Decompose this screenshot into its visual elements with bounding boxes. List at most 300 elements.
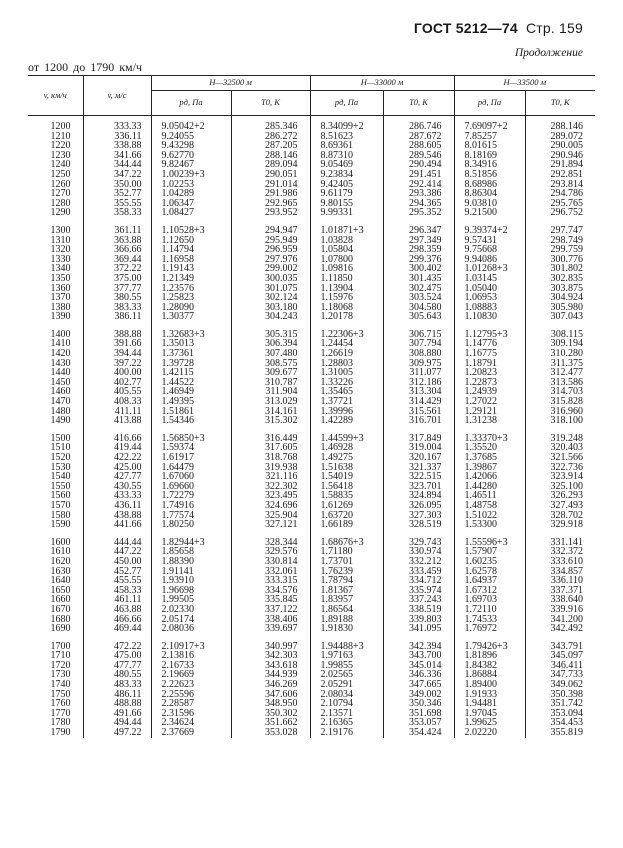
cell-pd-32500: 1.19143 [151, 264, 231, 274]
cell-pd-32500: 1.88390 [151, 557, 231, 567]
cell-speed-ms: 350.00 [83, 180, 151, 190]
cell-pd-33000: 1.63720 [310, 511, 383, 521]
cell-pd-33000: 1.89188 [310, 615, 383, 625]
cell-t0-32500: 350.302 [231, 709, 310, 719]
cell-pd-33500: 9.21500 [454, 208, 525, 218]
cell-pd-33000: 9.61179 [310, 189, 383, 199]
cell-speed-kmh: 1260 [50, 178, 71, 190]
cell-speed-kmh: 1320 [50, 244, 71, 256]
cell-speed-kmh: 1570 [50, 499, 71, 511]
cell-t0-33500: 309.194 [525, 339, 595, 349]
cell-pd-33000: 2.08034 [310, 690, 383, 700]
cell-pd-33500: 1.20823 [454, 368, 525, 378]
cell-speed-kmh: 1690 [50, 623, 71, 635]
cell-t0-32500: 291.014 [231, 180, 310, 190]
cell-t0-33500: 334.857 [525, 567, 595, 577]
cell-pd-33500: 8.01615 [454, 141, 525, 151]
cell-speed-ms: 388.88 [83, 330, 151, 340]
col-header-pd: pд, Па [151, 91, 231, 116]
cell-t0-32500: 333.315 [231, 576, 310, 586]
cell-speed-ms: 450.00 [83, 557, 151, 567]
cell-t0-32500: 302.124 [231, 293, 310, 303]
cell-pd-33500: 1.22873 [454, 378, 525, 388]
cell-speed-ms: 416.66 [83, 434, 151, 444]
cell-t0-32500: 327.121 [231, 520, 310, 530]
cell-speed-ms: 444.44 [83, 538, 151, 548]
cell-pd-33000: 1.97163 [310, 651, 383, 661]
cell-pd-32500: 1.46949 [151, 387, 231, 397]
cell-t0-33000: 350.346 [383, 699, 454, 709]
cell-pd-32500: 1.25823 [151, 293, 231, 303]
cell-t0-32500: 308.575 [231, 359, 310, 369]
cell-t0-33500: 298.749 [525, 236, 595, 246]
cell-speed-kmh: 1420 [50, 348, 71, 360]
cell-t0-32500: 319.938 [231, 463, 310, 473]
cell-pd-33000: 1.94488+3 [310, 642, 383, 652]
cell-t0-33500: 337.371 [525, 586, 595, 596]
cell-pd-33000: 1.13904 [310, 284, 383, 294]
col-header-t0: T0, К [383, 91, 454, 116]
cell-speed-ms: 483.33 [83, 680, 151, 690]
cell-pd-32500: 1.51861 [151, 407, 231, 417]
cell-speed-ms: 425.00 [83, 463, 151, 473]
cell-t0-33000: 297.349 [383, 236, 454, 246]
cell-pd-32500: 1.72279 [151, 491, 231, 501]
cell-t0-32500: 311.904 [231, 387, 310, 397]
cell-t0-32500: 288.146 [231, 151, 310, 161]
cell-t0-33500: 326.293 [525, 491, 595, 501]
cell-pd-33500: 9.03810 [454, 199, 525, 209]
cell-t0-33000: 349.002 [383, 690, 454, 700]
cell-pd-32500: 1.21349 [151, 274, 231, 284]
cell-pd-33000: 1.07800 [310, 255, 383, 265]
cell-t0-33000: 335.974 [383, 586, 454, 596]
table-row [28, 728, 595, 738]
cell-t0-32500: 303.180 [231, 303, 310, 313]
group-spacer [28, 218, 595, 226]
page-number: Стр. 159 [525, 20, 583, 36]
cell-speed-kmh: 1550 [50, 480, 71, 492]
cell-t0-33500: 290.946 [525, 151, 595, 161]
table-row [28, 312, 595, 322]
cell-pd-33000: 1.37721 [310, 397, 383, 407]
col-header-altitude-33000: H—33000 м [310, 76, 454, 91]
cell-speed-ms: 452.77 [83, 567, 151, 577]
cell-pd-33500: 8.51856 [454, 170, 525, 180]
cell-speed-kmh: 1760 [50, 698, 71, 710]
cell-pd-33000: 1.35465 [310, 387, 383, 397]
col-header-altitude-33500: H—33500 м [454, 76, 595, 91]
cell-pd-33000: 8.87310 [310, 151, 383, 161]
cell-t0-32500: 351.662 [231, 718, 310, 728]
cell-t0-32500: 306.394 [231, 339, 310, 349]
cell-speed-ms: 355.55 [83, 199, 151, 209]
cell-pd-32500: 2.28587 [151, 699, 231, 709]
cell-t0-33500: 332.372 [525, 547, 595, 557]
cell-pd-33500: 1.86884 [454, 670, 525, 680]
cell-t0-32500: 318.768 [231, 453, 310, 463]
cell-speed-ms: 347.22 [83, 170, 151, 180]
cell-t0-33500: 343.791 [525, 642, 595, 652]
cell-t0-33000: 341.095 [383, 624, 454, 634]
cell-speed-kmh: 1200 [50, 121, 71, 132]
cell-t0-32500: 297.976 [231, 255, 310, 265]
cell-speed-ms: 436.11 [83, 501, 151, 511]
cell-pd-33000: 1.09816 [310, 264, 383, 274]
cell-t0-33000: 323.701 [383, 482, 454, 492]
cell-pd-33500: 1.72110 [454, 605, 525, 615]
cell-pd-32500: 1.32683+3 [151, 330, 231, 340]
cell-pd-33500: 1.12795+3 [454, 330, 525, 340]
cell-t0-33000: 343.700 [383, 651, 454, 661]
cell-pd-33000: 8.34099+2 [310, 116, 383, 132]
cell-pd-32500: 2.37669 [151, 728, 231, 738]
cell-pd-33500: 1.29121 [454, 407, 525, 417]
cell-speed-kmh: 1480 [50, 405, 71, 417]
cell-pd-33000: 8.69361 [310, 141, 383, 151]
cell-speed-ms: 375.00 [83, 274, 151, 284]
cell-t0-33500: 327.493 [525, 501, 595, 511]
cell-t0-33000: 290.494 [383, 160, 454, 170]
cell-t0-33000: 296.347 [383, 226, 454, 236]
cell-pd-33000: 1.58835 [310, 491, 383, 501]
cell-t0-33500: 315.828 [525, 397, 595, 407]
cell-pd-32500: 1.99505 [151, 595, 231, 605]
cell-t0-33500: 341.200 [525, 615, 595, 625]
cell-speed-kmh: 1530 [50, 461, 71, 473]
cell-pd-32500: 9.24055 [151, 132, 231, 142]
cell-t0-32500: 342.303 [231, 651, 310, 661]
cell-t0-32500: 329.576 [231, 547, 310, 557]
cell-speed-kmh: 1750 [50, 688, 71, 700]
cell-t0-32500: 348.950 [231, 699, 310, 709]
cell-t0-32500: 344.939 [231, 670, 310, 680]
cell-pd-33000: 1.99855 [310, 661, 383, 671]
cell-pd-32500: 1.61917 [151, 453, 231, 463]
cell-pd-33500: 2.02220 [454, 728, 525, 738]
cell-t0-33500: 350.398 [525, 690, 595, 700]
cell-speed-kmh: 1410 [50, 338, 71, 350]
cell-pd-32500: 1.23576 [151, 284, 231, 294]
cell-speed-ms: 352.77 [83, 189, 151, 199]
cell-pd-33000: 9.05469 [310, 160, 383, 170]
cell-speed-kmh: 1230 [50, 149, 71, 161]
cell-t0-32500: 301.075 [231, 284, 310, 294]
cell-pd-32500: 1.64479 [151, 463, 231, 473]
cell-pd-32500: 2.16733 [151, 661, 231, 671]
cell-t0-33500: 353.094 [525, 709, 595, 719]
cell-pd-32500: 1.77574 [151, 511, 231, 521]
cell-t0-33500: 302.835 [525, 274, 595, 284]
cell-t0-32500: 315.302 [231, 416, 310, 426]
cell-pd-32500: 1.12650 [151, 236, 231, 246]
cell-t0-33000: 354.424 [383, 728, 454, 738]
cell-pd-33000: 1.76239 [310, 567, 383, 577]
cell-pd-33000: 1.05804 [310, 245, 383, 255]
cell-t0-33500: 333.610 [525, 557, 595, 567]
cell-t0-32500: 289.094 [231, 160, 310, 170]
col-header-t0: T0, К [231, 91, 310, 116]
table-row [28, 624, 595, 634]
cell-pd-32500: 1.93910 [151, 576, 231, 586]
cell-speed-ms: 369.44 [83, 255, 151, 265]
cell-pd-33000: 1.73701 [310, 557, 383, 567]
cell-t0-33500: 292.851 [525, 170, 595, 180]
cell-t0-33500: 347.733 [525, 670, 595, 680]
cell-pd-33000: 1.42289 [310, 416, 383, 426]
cell-speed-ms: 380.55 [83, 293, 151, 303]
cell-speed-ms: 402.77 [83, 378, 151, 388]
cell-speed-kmh: 1430 [50, 357, 71, 369]
cell-pd-32500: 2.31596 [151, 709, 231, 719]
cell-t0-32500: 335.845 [231, 595, 310, 605]
cell-pd-33500: 1.55596+3 [454, 538, 525, 548]
cell-t0-33000: 302.475 [383, 284, 454, 294]
cell-t0-33000: 351.698 [383, 709, 454, 719]
cell-speed-ms: 336.11 [83, 132, 151, 142]
cell-pd-33500: 1.16775 [454, 349, 525, 359]
cell-t0-33000: 308.880 [383, 349, 454, 359]
cell-t0-33000: 347.665 [383, 680, 454, 690]
cell-speed-kmh: 1500 [50, 432, 71, 444]
cell-speed-kmh: 1330 [50, 253, 71, 265]
cell-speed-kmh: 1680 [50, 613, 71, 625]
cell-pd-33000: 9.23834 [310, 170, 383, 180]
cell-pd-33500: 1.84382 [454, 661, 525, 671]
cell-pd-33500: 1.57907 [454, 547, 525, 557]
cell-pd-32500: 9.43298 [151, 141, 231, 151]
cell-pd-33000: 2.16365 [310, 718, 383, 728]
cell-t0-33000: 317.849 [383, 434, 454, 444]
cell-t0-33500: 295.765 [525, 199, 595, 209]
cell-t0-33500: 307.043 [525, 312, 595, 322]
cell-pd-32500: 9.82467 [151, 160, 231, 170]
cell-speed-ms: 427.77 [83, 472, 151, 482]
cell-speed-kmh: 1380 [50, 301, 71, 313]
cell-speed-kmh: 1400 [50, 328, 71, 340]
cell-speed-kmh: 1220 [50, 140, 71, 152]
col-header-altitude-32500: H—32500 м [151, 76, 310, 91]
cell-pd-33000: 1.54019 [310, 472, 383, 482]
cell-speed-kmh: 1650 [50, 584, 71, 596]
cell-pd-33500: 1.14776 [454, 339, 525, 349]
cell-t0-33500: 296.752 [525, 208, 595, 218]
cell-t0-33500: 310.280 [525, 349, 595, 359]
cell-pd-33500: 1.79426+3 [454, 642, 525, 652]
cell-pd-33000: 1.26619 [310, 349, 383, 359]
cell-pd-33000: 1.20178 [310, 312, 383, 322]
cell-t0-33500: 289.072 [525, 132, 595, 142]
cell-pd-33000: 1.49275 [310, 453, 383, 463]
cell-t0-33500: 339.916 [525, 605, 595, 615]
cell-t0-33000: 326.095 [383, 501, 454, 511]
cell-speed-ms: 486.11 [83, 690, 151, 700]
cell-pd-32500: 1.35013 [151, 339, 231, 349]
table-row [28, 116, 595, 132]
cell-pd-33500: 8.68986 [454, 180, 525, 190]
cell-pd-33500: 1.27022 [454, 397, 525, 407]
cell-pd-32500: 1.56850+3 [151, 434, 231, 444]
cell-pd-32500: 1.96698 [151, 586, 231, 596]
cell-speed-ms: 397.22 [83, 359, 151, 369]
table-row [28, 397, 595, 407]
cell-t0-32500: 353.028 [231, 728, 310, 738]
cell-t0-33500: 299.759 [525, 245, 595, 255]
range-from-label: от [28, 60, 40, 74]
cell-t0-33000: 311.077 [383, 368, 454, 378]
cell-pd-33500: 9.39374+2 [454, 226, 525, 236]
table-row [28, 491, 595, 501]
cell-pd-33000: 2.13571 [310, 709, 383, 719]
cell-speed-ms: 391.66 [83, 339, 151, 349]
cell-t0-33000: 313.304 [383, 387, 454, 397]
cell-pd-33500: 1.60235 [454, 557, 525, 567]
table-row [28, 208, 595, 218]
cell-t0-33000: 321.337 [383, 463, 454, 473]
cell-pd-33500: 1.81896 [454, 651, 525, 661]
cell-speed-kmh: 1660 [50, 594, 71, 606]
cell-t0-32500: 337.122 [231, 605, 310, 615]
cell-pd-33500: 9.57431 [454, 236, 525, 246]
cell-t0-33500: 329.918 [525, 520, 595, 530]
cell-pd-33500: 1.94481 [454, 699, 525, 709]
cell-pd-33500: 1.35520 [454, 443, 525, 453]
cell-speed-kmh: 1640 [50, 575, 71, 587]
cell-t0-32500: 317.605 [231, 443, 310, 453]
cell-t0-32500: 295.949 [231, 236, 310, 246]
cell-t0-32500: 323.495 [231, 491, 310, 501]
cell-t0-33500: 293.814 [525, 180, 595, 190]
cell-t0-33000: 339.803 [383, 615, 454, 625]
cell-t0-33000: 332.212 [383, 557, 454, 567]
cell-pd-32500: 1.82944+3 [151, 538, 231, 548]
cell-pd-33000: 1.22306+3 [310, 330, 383, 340]
cell-speed-ms: 386.11 [83, 312, 151, 322]
cell-t0-33500: 312.477 [525, 368, 595, 378]
cell-pd-33500: 1.05040 [454, 284, 525, 294]
cell-t0-33000: 305.643 [383, 312, 454, 322]
cell-pd-33000: 1.83957 [310, 595, 383, 605]
cell-t0-33000: 330.974 [383, 547, 454, 557]
cell-speed-ms: 341.66 [83, 151, 151, 161]
table-body [28, 116, 595, 738]
cell-speed-kmh: 1580 [50, 509, 71, 521]
cell-speed-kmh: 1470 [50, 396, 71, 408]
cell-pd-33500: 8.34916 [454, 160, 525, 170]
cell-t0-33500: 338.640 [525, 595, 595, 605]
cell-t0-33500: 304.924 [525, 293, 595, 303]
cell-pd-32500: 2.34624 [151, 718, 231, 728]
cell-speed-ms: 441.66 [83, 520, 151, 530]
cell-speed-kmh: 1720 [50, 659, 71, 671]
cell-t0-33000: 294.365 [383, 199, 454, 209]
cell-speed-kmh: 1240 [50, 159, 71, 171]
cell-speed-ms: 458.33 [83, 586, 151, 596]
cell-pd-33000: 1.66189 [310, 520, 383, 530]
cell-pd-33500: 7.85257 [454, 132, 525, 142]
range-to-value: 1790 [90, 60, 115, 74]
cell-speed-kmh: 1290 [50, 207, 71, 219]
cell-speed-kmh: 1350 [50, 272, 71, 284]
cell-pd-33000: 1.15976 [310, 293, 383, 303]
cell-speed-ms: 475.00 [83, 651, 151, 661]
cell-t0-33000: 327.303 [383, 511, 454, 521]
cell-speed-ms: 480.55 [83, 670, 151, 680]
cell-pd-33000: 1.28803 [310, 359, 383, 369]
cell-t0-32500: 287.205 [231, 141, 310, 151]
cell-speed-kmh: 1210 [50, 130, 71, 142]
cell-t0-33000: 300.402 [383, 264, 454, 274]
cell-pd-33500: 1.89400 [454, 680, 525, 690]
cell-pd-33500: 1.53300 [454, 520, 525, 530]
cell-t0-33000: 298.359 [383, 245, 454, 255]
cell-speed-kmh: 1250 [50, 168, 71, 180]
cell-pd-32500: 2.13816 [151, 651, 231, 661]
cell-speed-ms: 466.66 [83, 615, 151, 625]
cell-t0-33500: 354.453 [525, 718, 595, 728]
cell-t0-32500: 296.959 [231, 245, 310, 255]
cell-pd-33500: 1.18791 [454, 359, 525, 369]
cell-pd-33000: 2.05291 [310, 680, 383, 690]
col-header-t0: T0, К [525, 91, 595, 116]
cell-t0-32500: 292.965 [231, 199, 310, 209]
cell-t0-33000: 345.014 [383, 661, 454, 671]
cell-pd-33000: 9.99331 [310, 208, 383, 218]
cell-t0-33000: 307.794 [383, 339, 454, 349]
cell-speed-ms: 422.22 [83, 453, 151, 463]
cell-speed-ms: 430.55 [83, 482, 151, 492]
cell-pd-32500: 1.08427 [151, 208, 231, 218]
cell-pd-32500: 1.74916 [151, 501, 231, 511]
cell-pd-32500: 2.25596 [151, 690, 231, 700]
cell-t0-33500: 320.403 [525, 443, 595, 453]
cell-speed-kmh: 1700 [50, 640, 71, 652]
cell-t0-33000: 295.352 [383, 208, 454, 218]
cell-speed-kmh: 1600 [50, 536, 71, 548]
cell-pd-33500: 9.75668 [454, 245, 525, 255]
cell-t0-33000: 315.561 [383, 407, 454, 417]
cell-pd-33000: 1.51638 [310, 463, 383, 473]
cell-t0-33500: 345.097 [525, 651, 595, 661]
cell-pd-32500: 1.44522 [151, 378, 231, 388]
cell-speed-kmh: 1540 [50, 471, 71, 483]
cell-t0-33000: 286.746 [383, 116, 454, 132]
cell-pd-33500: 1.42066 [454, 472, 525, 482]
cell-pd-33500: 1.24939 [454, 387, 525, 397]
cell-speed-kmh: 1460 [50, 386, 71, 398]
cell-pd-32500: 1.59374 [151, 443, 231, 453]
cell-speed-ms: 472.22 [83, 642, 151, 652]
cell-pd-33000: 1.68676+3 [310, 538, 383, 548]
cell-t0-32500: 291.986 [231, 189, 310, 199]
cell-speed-ms: 405.55 [83, 387, 151, 397]
cell-t0-33000: 301.435 [383, 274, 454, 284]
cell-t0-33500: 322.736 [525, 463, 595, 473]
cell-speed-ms: 455.55 [83, 576, 151, 586]
cell-t0-32500: 338.406 [231, 615, 310, 625]
cell-t0-33500: 342.492 [525, 624, 595, 634]
cell-pd-32500: 1.49395 [151, 397, 231, 407]
cell-t0-33000: 287.672 [383, 132, 454, 142]
cell-speed-ms: 411.11 [83, 407, 151, 417]
cell-t0-33000: 306.715 [383, 330, 454, 340]
cell-speed-ms: 461.11 [83, 595, 151, 605]
cell-pd-33000: 1.31005 [310, 368, 383, 378]
cell-pd-32500: 1.39728 [151, 359, 231, 369]
cell-t0-33000: 312.186 [383, 378, 454, 388]
cell-pd-33500: 1.91933 [454, 690, 525, 700]
cell-speed-ms: 494.44 [83, 718, 151, 728]
